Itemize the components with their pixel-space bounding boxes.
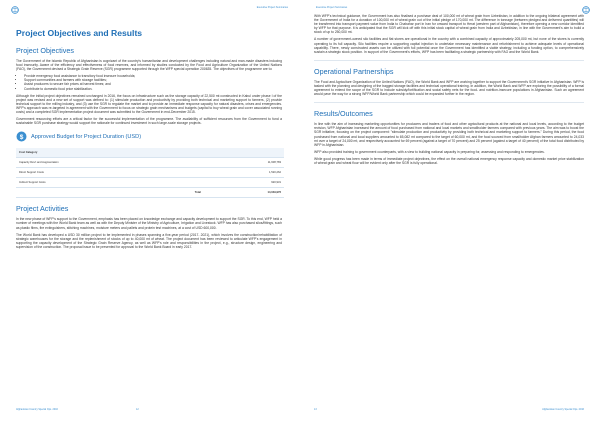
budget-title: Approved Budget for Project Duration (USD) bbox=[31, 133, 142, 140]
table-row bbox=[16, 178, 284, 188]
intro-paragraph-2: A number of government-owned silo facilities and flat stores are operational in the country with a combined capacity of approximately 205,000 mt, but none of the stores is currently operating to its full capacity. Silo facilities require a supporting capital injection to undertake necessary maintenance and refurbishment to achieve adequate levels of operational capability. There, newly constructed assets can be utilized with full potential once the Government has identified a viable strategy, including a funding option, to comprehensively sustain a strategic stock position. In support of the Government's efforts, WFP has been facilitating a strategic partnership with FAO and the World Bank. bbox=[314, 37, 584, 54]
objective-item: • Contribute to domestic food price stabilization. bbox=[24, 87, 282, 91]
page-number: 13 bbox=[314, 408, 317, 411]
cost-category: Capacity Dev't and Augmentation bbox=[16, 158, 204, 168]
right-page bbox=[300, 0, 600, 424]
objective-item: • Assist producers to secure fair prices at harvest times; and bbox=[24, 82, 282, 86]
cost-amount: 920,931 bbox=[204, 178, 284, 188]
objectives-paragraph-1: The Government of the Islamic Republic of Afghanistan is cognizant of the country's humanitarian and development challenges including natural and man-made disasters inducing food insecurity. Aware of the efficiency and effectiveness of food reserves, and informed by studies conducted by the Food and Agriculture Organization of the United Nations (FAO), the Government devised a Strategic Grain Reserve (SGR) programme supported through the WFP special operation 200635. The objectives of the programme are to: bbox=[16, 59, 282, 72]
objectives-paragraph-3: Government resourcing efforts are a critical factor for the successful implementation of the programme. The availability of sufficient resources from the Government to fund a sustainable SGR purchase strategy would support the rationale for continued investment in such large-scale storage projects. bbox=[16, 117, 282, 126]
objectives-paragraph-2: Although the initial project objectives remained unchanged in 2016, the focus on infrastructure such as the storage capacity of 22,500 mt constructed in Kabul under phase I of the project was revised and a new set of support was defined to: (1) stimulate production and productivity by providing both technical and marketing support to farmers, (2) provide technical support to the milling industry, and (3) use the SGR to regulate the market and to provide an immediate response capacity for natural disasters, crises and emergencies. WFP's approach was re-targeted in agreement with the Government to focus on strategic grain mechanisms and budgets (capital to buy wheat grain and cover associated running costs) and a completed SGR implementation project document was submitted to the Government in end-December 2015. bbox=[16, 93, 282, 115]
svg-text:$: $ bbox=[19, 134, 24, 142]
objective-item: • Provide emergency food assistance to transitory food insecure households; bbox=[24, 74, 282, 78]
running-header-left: Executive Project Summaries bbox=[256, 6, 288, 9]
objective-item: • Support communities and farmers with storage facilities; bbox=[24, 78, 282, 82]
cost-amount: 11,608,783 bbox=[204, 158, 284, 168]
results-paragraph-2: WFP also provided training to government counterparts, with a view to building national capacity in preparing for, assessing and responding to emergencies. bbox=[314, 149, 545, 154]
results-paragraph-1: In line with the aim of increasing marketing opportunities for producers and traders of food and other agricultural products at the national and local levels, according to the budget revision, WFP Afghanistan increased the amount of food purchased from national and local markets and smallholder farmers compared with previous years. The aim was to boost the SGR initiative, focusing on the project component: "stimulate production and productivity by providing both technical and marketing support to farmers." During this period, the food purchased from national and local suppliers amounted to 65,082 mt compared to the target of 60,000 mt, and the food sourced from smallholder Afghan farmers amounted to 24,033 mt over a target of 24,000 mt, and respectively accounted for 69 percent (against a target of 70 percent) and 25 percent (against a target of 40 percent) of the total food distributed by WFP in Afghanistan. bbox=[314, 122, 584, 147]
section-divider bbox=[314, 60, 584, 61]
budget-table bbox=[16, 148, 284, 198]
cost-category: Direct Support Costs bbox=[16, 168, 204, 178]
wfp-logo-icon bbox=[580, 6, 592, 14]
table-row bbox=[16, 168, 284, 178]
objectives-heading: Project Objectives bbox=[16, 46, 74, 55]
objectives-list bbox=[16, 74, 282, 90]
cost-amount: 1,520,262 bbox=[204, 168, 284, 178]
activities-paragraph-2: The World Bank has developed a USD 30 million project to be implemented in phases spanning a five-year period (2017- 2021), which involves the construction/rehabilitation of strategic warehouses for the storage and the replenishment of stocks of up to 40,000 mt of wheat. The project document has been reviewed to articulate WFP's engagement in supporting the capacity development of the Strategic Grain Reserve Agency, as well as WFP's role and responsibilities in the project, e.g., structure design, engineering and supervision of the construction. The proposal issue to be presented for approval to the World Bank Board in early 2017. bbox=[16, 232, 282, 249]
left-page-content bbox=[16, 20, 282, 252]
page-title: Project Objectives and Results bbox=[16, 28, 143, 38]
money-icon bbox=[16, 131, 27, 142]
activities-heading: Project Activities bbox=[16, 204, 69, 214]
page-number: 12 bbox=[136, 408, 139, 411]
table-header-cell: Cost Category bbox=[16, 148, 204, 158]
total-amount: 14,049,976 bbox=[204, 188, 284, 198]
activities-paragraph-1: In the new phase of WFP's support to the Government, emphasis has been placed on knowledge exchange and capacity development to support the SGR. To this end, WFP held a number of meetings with the World Bank team as well as with the Deputy Minister of the Ministry of Agriculture, Irrigation and Livestock. WFP has also purchased silos/fittings, such as plastic films, fire extinguishers, stitching machines, moisture meters and pallets and protein test machines, at a cost of USD 600,000. bbox=[16, 217, 282, 230]
results-paragraph-3: While good progress has been made in terms of immediate project objectives, the effect on the overall national emergency response capacity and domestic market price stabilization of wheat grain and wheat flour will be evident only after the SGR is fully operational. bbox=[314, 156, 584, 165]
partnerships-heading: Operational Partnerships bbox=[314, 66, 394, 76]
table-total-row bbox=[16, 188, 284, 198]
table-row bbox=[16, 158, 284, 168]
running-header-right: Executive Project Summaries bbox=[316, 6, 348, 9]
footer-text: Afghanistan Country Special Ops. 2016 bbox=[16, 408, 58, 411]
results-heading: Results/Outcomes bbox=[314, 109, 373, 119]
total-label: Total bbox=[16, 188, 204, 198]
right-page-content bbox=[314, 14, 584, 168]
wfp-logo-icon bbox=[9, 6, 21, 14]
footer-text: Afghanistan Country Special Ops. 2016 bbox=[542, 408, 584, 411]
partnerships-paragraph: The Food and Agriculture Organization of the United Nations (FAO), the World Bank and WFP are working together to support the Government's SGR initiative in Afghanistan. WFP is tasked with the planning and designing of the bagged storage facilities and technical operational training. In addition, the World Bank and WFP are exploring the possibility of a formal agreement to extend the scope of the SGR to include subsidy/fortification and social safety nets for the food- and nutrition-insecure populations in Afghanistan. Such an agreement would pave the way for a strong WFP/World Bank partnership which could be expanded further in the region. bbox=[314, 79, 584, 97]
table-header-row bbox=[16, 148, 284, 158]
intro-paragraph-1: With WFP's technical guidance, the Government has also finalised a purchase deal of 100,000 mt of wheat grain from Uzbekistan, in addition to the ongoing bilateral agreement with the Government of India for a donation of 100,000 mt of wheat grain out of the initial pledge of 170,000 mt. The difference in tonnage (between pledged and delivered quantities) will be transferred into transport payment value from India to Chabahar port in Iran for onward transport to Herat (western part of Afghanistan), therefore opening a new corridor identified by WFP for that purpose. It is anticipated that the SGR will kick off with this initial stock capital of wheat grain from India and Uzbekistan, in line with the Government's aim to build a stock of up to 250,000 mt. bbox=[314, 14, 584, 35]
section-divider bbox=[314, 102, 584, 103]
budget-section-header bbox=[16, 131, 282, 142]
cost-category: Indirect Support Costs bbox=[16, 178, 204, 188]
